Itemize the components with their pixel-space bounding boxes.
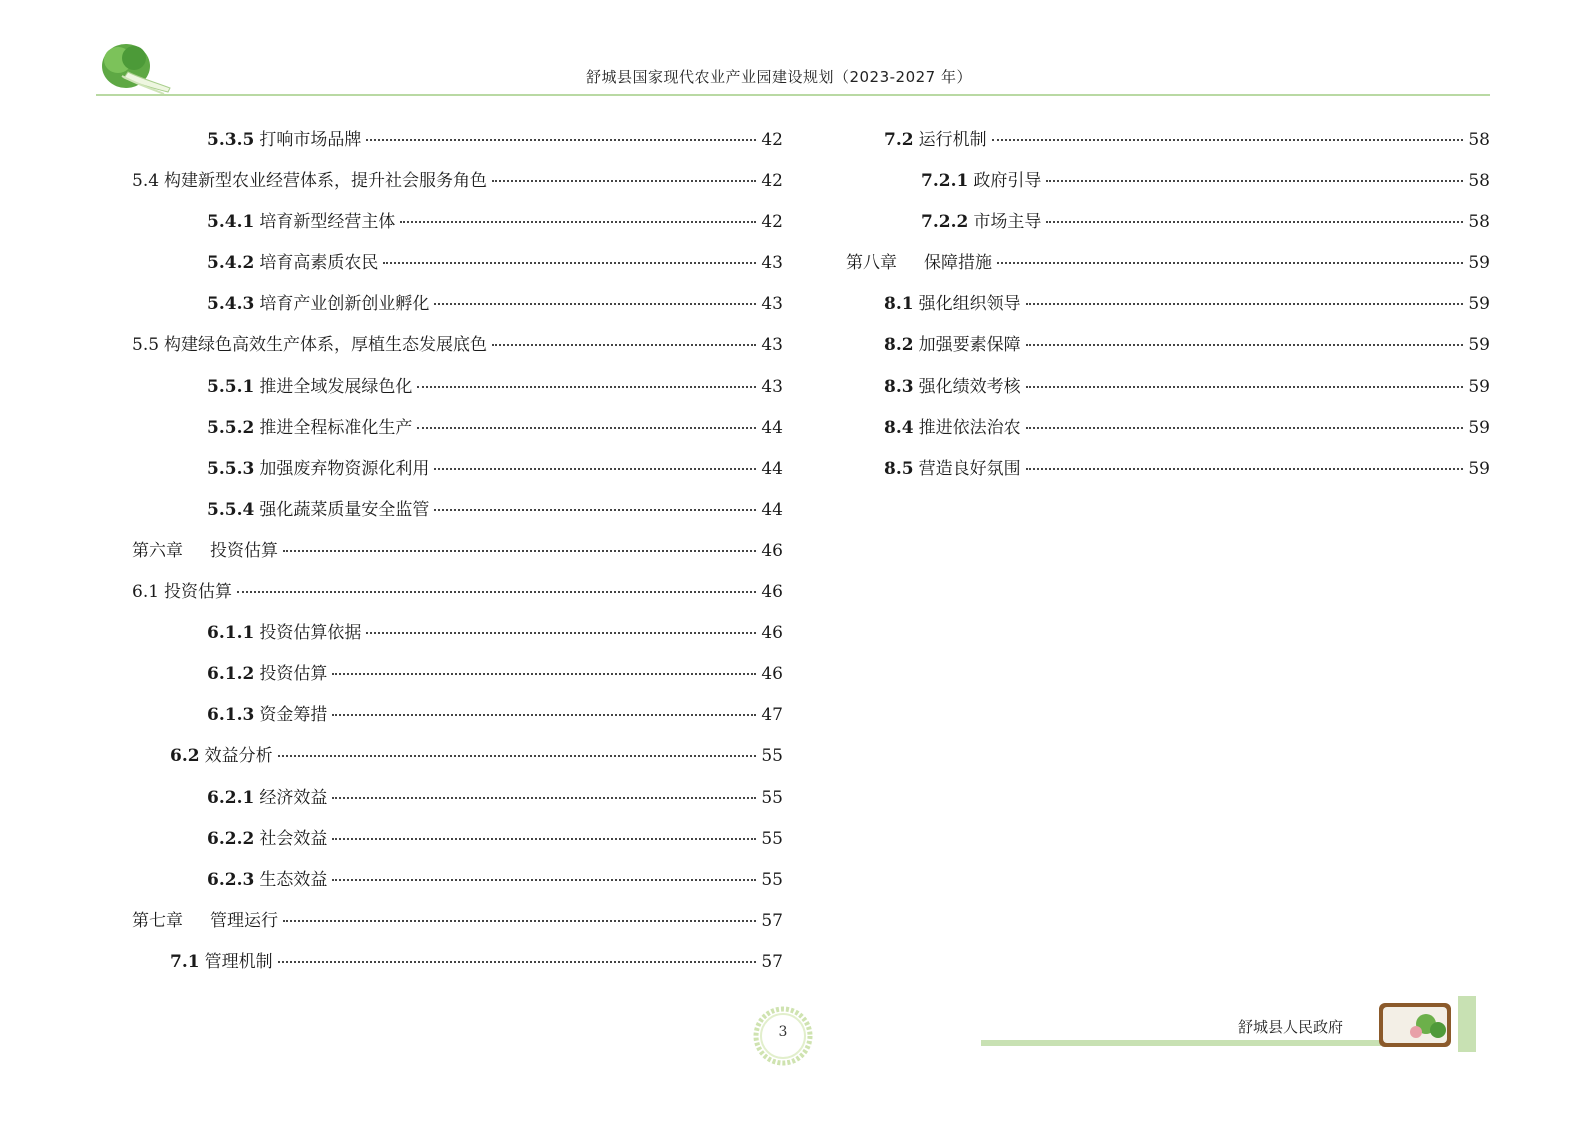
toc-entry-title: 构建新型农业经营体系，提升社会服务角色 <box>164 171 488 192</box>
toc-entry[interactable] <box>846 205 1490 246</box>
toc-page-number: 59 <box>1468 335 1490 356</box>
toc-entry-title: 加强废弃物资源化利用 <box>259 458 430 479</box>
toc-dot-leader <box>1026 343 1464 346</box>
toc-dot-leader <box>366 631 756 634</box>
toc-entry-title: 运行机制 <box>918 130 987 150</box>
toc-dot-leader <box>332 837 756 840</box>
toc-page-number: 55 <box>761 787 783 808</box>
toc-dot-leader <box>434 508 756 511</box>
toc-entry[interactable] <box>132 534 783 575</box>
toc-entry-number: 5.4 <box>132 171 160 192</box>
toc-entry[interactable] <box>132 739 783 780</box>
toc-entry-number: 7.2.1 <box>921 171 969 192</box>
toc-entry-title: 效益分析 <box>204 746 273 767</box>
toc-entry[interactable] <box>132 164 783 205</box>
toc-entry-number: 6.2.2 <box>207 828 255 849</box>
toc-entry[interactable] <box>846 164 1490 205</box>
toc-page-number: 59 <box>1468 458 1490 479</box>
toc-dot-leader <box>237 590 756 593</box>
toc-dot-leader <box>1026 467 1464 470</box>
toc-entry[interactable] <box>132 863 783 904</box>
toc-dot-leader <box>1046 179 1463 182</box>
toc-dot-leader <box>417 426 756 429</box>
toc-entry-title: 社会效益 <box>259 828 328 849</box>
toc-dot-leader <box>283 919 756 922</box>
toc-page-number: 46 <box>761 623 783 644</box>
toc-entry[interactable] <box>132 698 783 739</box>
toc-dot-leader <box>434 302 756 305</box>
toc-entry[interactable] <box>132 411 783 452</box>
toc-entry[interactable] <box>132 287 783 328</box>
toc-page-number: 57 <box>761 951 783 972</box>
toc-entry[interactable] <box>132 616 783 657</box>
footer-organization: 舒城县人民政府 <box>1238 1018 1344 1036</box>
toc-entry[interactable] <box>132 328 783 369</box>
toc-page-number: 58 <box>1468 212 1490 233</box>
toc-dot-leader <box>1026 385 1464 388</box>
toc-entry-title: 强化绩效考核 <box>918 376 1021 397</box>
toc-entry-number: 6.2 <box>170 746 200 767</box>
toc-entry-title: 培育产业创新创业孵化 <box>259 294 430 315</box>
toc-entry[interactable] <box>132 123 783 164</box>
toc-entry[interactable] <box>132 657 783 698</box>
toc-entry-title: 投资估算 <box>210 540 278 561</box>
toc-entry[interactable] <box>132 205 783 246</box>
page-number: 3 <box>778 1024 788 1040</box>
toc-page-number: 46 <box>761 540 783 561</box>
toc-dot-leader <box>383 261 756 264</box>
toc-entry[interactable] <box>846 246 1490 287</box>
header-divider <box>96 94 1490 96</box>
toc-dot-leader <box>992 138 1464 141</box>
toc-page-number: 46 <box>761 664 783 685</box>
toc-entry-title: 管理机制 <box>204 951 273 972</box>
toc-entry[interactable] <box>132 452 783 493</box>
toc-entry-number: 6.1 <box>132 582 160 603</box>
toc-page-number: 55 <box>761 746 783 767</box>
toc-page-number: 59 <box>1468 253 1490 274</box>
toc-page-number: 58 <box>1468 171 1490 192</box>
toc-entry-number: 5.5.3 <box>207 458 255 479</box>
toc-entry-title: 资金筹措 <box>259 705 328 726</box>
toc-page-number: 42 <box>761 130 783 150</box>
toc-dot-leader <box>997 261 1463 264</box>
toc-entry-number: 6.1.2 <box>207 664 255 685</box>
toc-entry-number: 6.1.1 <box>207 623 255 644</box>
toc-dot-leader <box>1046 220 1463 223</box>
toc-dot-leader <box>283 549 756 552</box>
toc-entry-title: 加强要素保障 <box>918 335 1021 356</box>
toc-entry-title: 保障措施 <box>924 253 992 274</box>
toc-dot-leader <box>332 713 756 716</box>
toc-entry[interactable] <box>846 287 1490 328</box>
toc-right-column <box>846 123 1490 493</box>
toc-entry[interactable] <box>132 246 783 287</box>
toc-entry-number: 8.2 <box>884 335 914 356</box>
toc-entry-title: 投资估算 <box>259 664 328 685</box>
toc-entry[interactable] <box>132 493 783 534</box>
toc-entry-number: 5.5.2 <box>207 417 255 438</box>
toc-entry-number: 8.5 <box>884 458 914 479</box>
toc-entry-title: 强化组织领导 <box>918 294 1021 315</box>
toc-entry-number: 7.2 <box>884 130 914 150</box>
bok-choy-icon <box>98 38 174 96</box>
toc-dot-leader <box>332 672 756 675</box>
toc-dot-leader <box>332 796 756 799</box>
toc-entry-title: 推进依法治农 <box>918 417 1021 438</box>
toc-entry-title: 投资估算依据 <box>259 623 362 644</box>
toc-page-number: 57 <box>761 910 783 931</box>
toc-entry[interactable] <box>846 370 1490 411</box>
toc-dot-leader <box>1026 302 1464 305</box>
toc-dot-leader <box>434 467 756 470</box>
toc-page-number: 42 <box>761 171 783 192</box>
toc-entry-number: 6.2.1 <box>207 787 255 808</box>
toc-entry-number: 5.4.3 <box>207 294 255 315</box>
toc-entry-number: 7.2.2 <box>921 212 969 233</box>
toc-page-number: 59 <box>1468 294 1490 315</box>
document-title: 舒城县国家现代农业产业园建设规划（2023-2027 年） <box>585 68 972 86</box>
toc-page-number: 43 <box>761 335 783 356</box>
toc-entry-number: 5.5.4 <box>207 499 255 520</box>
toc-entry-title: 营造良好氛围 <box>918 458 1021 479</box>
toc-dot-leader <box>332 878 756 881</box>
toc-entry-title: 构建绿色高效生产体系，厚植生态发展底色 <box>164 335 488 356</box>
toc-dot-leader <box>400 220 756 223</box>
toc-entry-title: 管理运行 <box>210 910 278 931</box>
toc-dot-leader <box>366 138 756 141</box>
toc-dot-leader <box>492 343 756 346</box>
toc-entry[interactable] <box>132 781 783 822</box>
footer-divider <box>981 1040 1381 1046</box>
toc-entry-number: 5.3.5 <box>207 130 255 150</box>
toc-dot-leader <box>278 754 757 757</box>
toc-entry-title: 政府引导 <box>973 171 1042 192</box>
toc-page-number: 43 <box>761 294 783 315</box>
toc-entry-title: 培育高素质农民 <box>259 253 379 274</box>
toc-page-number: 44 <box>761 499 783 520</box>
toc-entry-title: 培育新型经营主体 <box>259 212 396 233</box>
toc-entry-number: 第七章 <box>132 910 183 931</box>
toc-page-number: 44 <box>761 417 783 438</box>
toc-page-number: 55 <box>761 869 783 890</box>
toc-entry-number: 8.4 <box>884 417 914 438</box>
toc-entry-title: 强化蔬菜质量安全监管 <box>259 499 430 520</box>
toc-entry-number: 5.5 <box>132 335 160 356</box>
toc-entry-title: 打响市场品牌 <box>259 130 362 150</box>
toc-entry[interactable] <box>846 452 1490 493</box>
toc-entry-title: 推进全域发展绿色化 <box>259 376 413 397</box>
toc-entry[interactable] <box>846 328 1490 369</box>
toc-left-column <box>132 123 783 986</box>
toc-entry-title: 市场主导 <box>973 212 1042 233</box>
toc-page-number: 43 <box>761 376 783 397</box>
toc-page-number: 55 <box>761 828 783 849</box>
toc-page-number: 44 <box>761 458 783 479</box>
toc-entry-number: 第六章 <box>132 540 183 561</box>
toc-dot-leader <box>417 385 756 388</box>
toc-page-number: 42 <box>761 212 783 233</box>
toc-page-number: 59 <box>1468 376 1490 397</box>
toc-entry[interactable] <box>846 123 1490 164</box>
toc-entry[interactable] <box>846 411 1490 452</box>
toc-entry-number: 6.2.3 <box>207 869 255 890</box>
toc-dot-leader <box>278 960 757 963</box>
vegetable-box-icon <box>1378 1002 1452 1048</box>
toc-dot-leader <box>1026 426 1464 429</box>
toc-entry[interactable] <box>132 904 783 945</box>
toc-entry[interactable] <box>132 370 783 411</box>
toc-page-number: 43 <box>761 253 783 274</box>
toc-entry-number: 5.4.2 <box>207 253 255 274</box>
toc-entry-title: 推进全程标准化生产 <box>259 417 413 438</box>
toc-page-number: 58 <box>1468 130 1490 150</box>
toc-entry-number: 5.4.1 <box>207 212 255 233</box>
toc-entry-number: 5.5.1 <box>207 376 255 397</box>
toc-entry[interactable] <box>132 575 783 616</box>
toc-entry-number: 8.1 <box>884 294 914 315</box>
toc-page-number: 47 <box>761 705 783 726</box>
toc-entry-number: 8.3 <box>884 376 914 397</box>
toc-entry-number: 7.1 <box>170 951 200 972</box>
toc-entry[interactable] <box>132 822 783 863</box>
footer-accent-bar <box>1458 996 1476 1052</box>
toc-entry-number: 6.1.3 <box>207 705 255 726</box>
toc-entry-title: 生态效益 <box>259 869 328 890</box>
toc-page-number: 59 <box>1468 417 1490 438</box>
toc-page-number: 46 <box>761 582 783 603</box>
toc-dot-leader <box>492 179 756 182</box>
toc-entry-title: 经济效益 <box>259 787 328 808</box>
toc-entry-title: 投资估算 <box>164 582 233 603</box>
toc-entry[interactable] <box>132 945 783 986</box>
toc-entry-number: 第八章 <box>846 253 897 274</box>
